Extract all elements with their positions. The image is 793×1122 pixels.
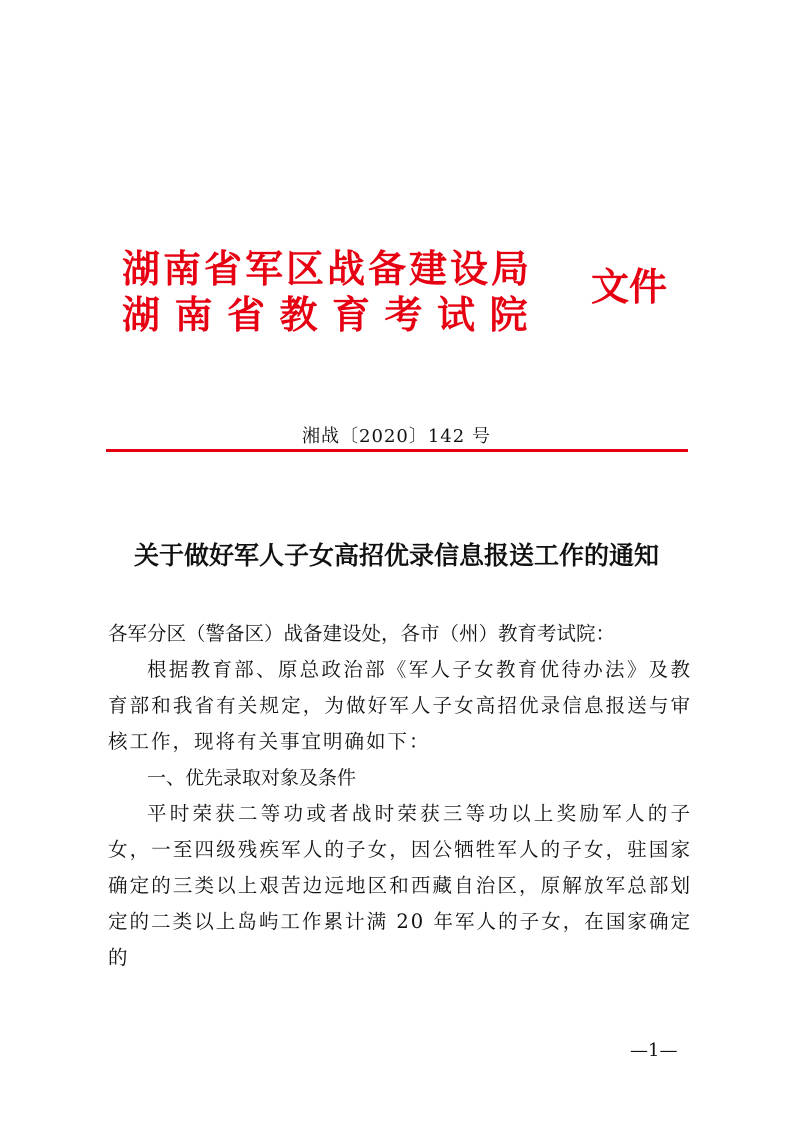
body-paragraph-2: 平时荣获二等功或者战时荣获三等功以上奖励军人的子女，一至四级残疾军人的子女，因公牺牲军人的子女，驻国家确定的三类以上艰苦边远地区和西藏自治区，原解放军总部划定的二类以上岛屿工作累计满 20 年军人的子女，在国家确定的 <box>108 802 692 969</box>
body-paragraph-1: 根据教育部、原总政治部《军人子女教育优待办法》及教育部和我省有关规定，为做好军人子女高招优录信息报送与审核工作，现将有关事宜明确如下： <box>108 658 692 753</box>
section-heading-1: 一、优先录取对象及条件 <box>147 767 357 789</box>
salutation: 各军分区（警备区）战备建设处，各市（州）教育考试院： <box>108 622 616 645</box>
document-header <box>122 247 682 340</box>
document-type-label: 文件 <box>591 265 668 309</box>
document-number: 湘战〔2020〕142 号 <box>302 426 491 447</box>
page-number: —1— <box>630 1040 678 1061</box>
red-divider-line <box>106 449 688 452</box>
notice-title: 关于做好军人子女高招优录信息报送工作的通知 <box>133 541 659 570</box>
issuer-line-1: 湖南省军区战备建设局 <box>122 247 533 291</box>
issuer-line-2: 湖南省教育考试院 <box>122 293 543 337</box>
